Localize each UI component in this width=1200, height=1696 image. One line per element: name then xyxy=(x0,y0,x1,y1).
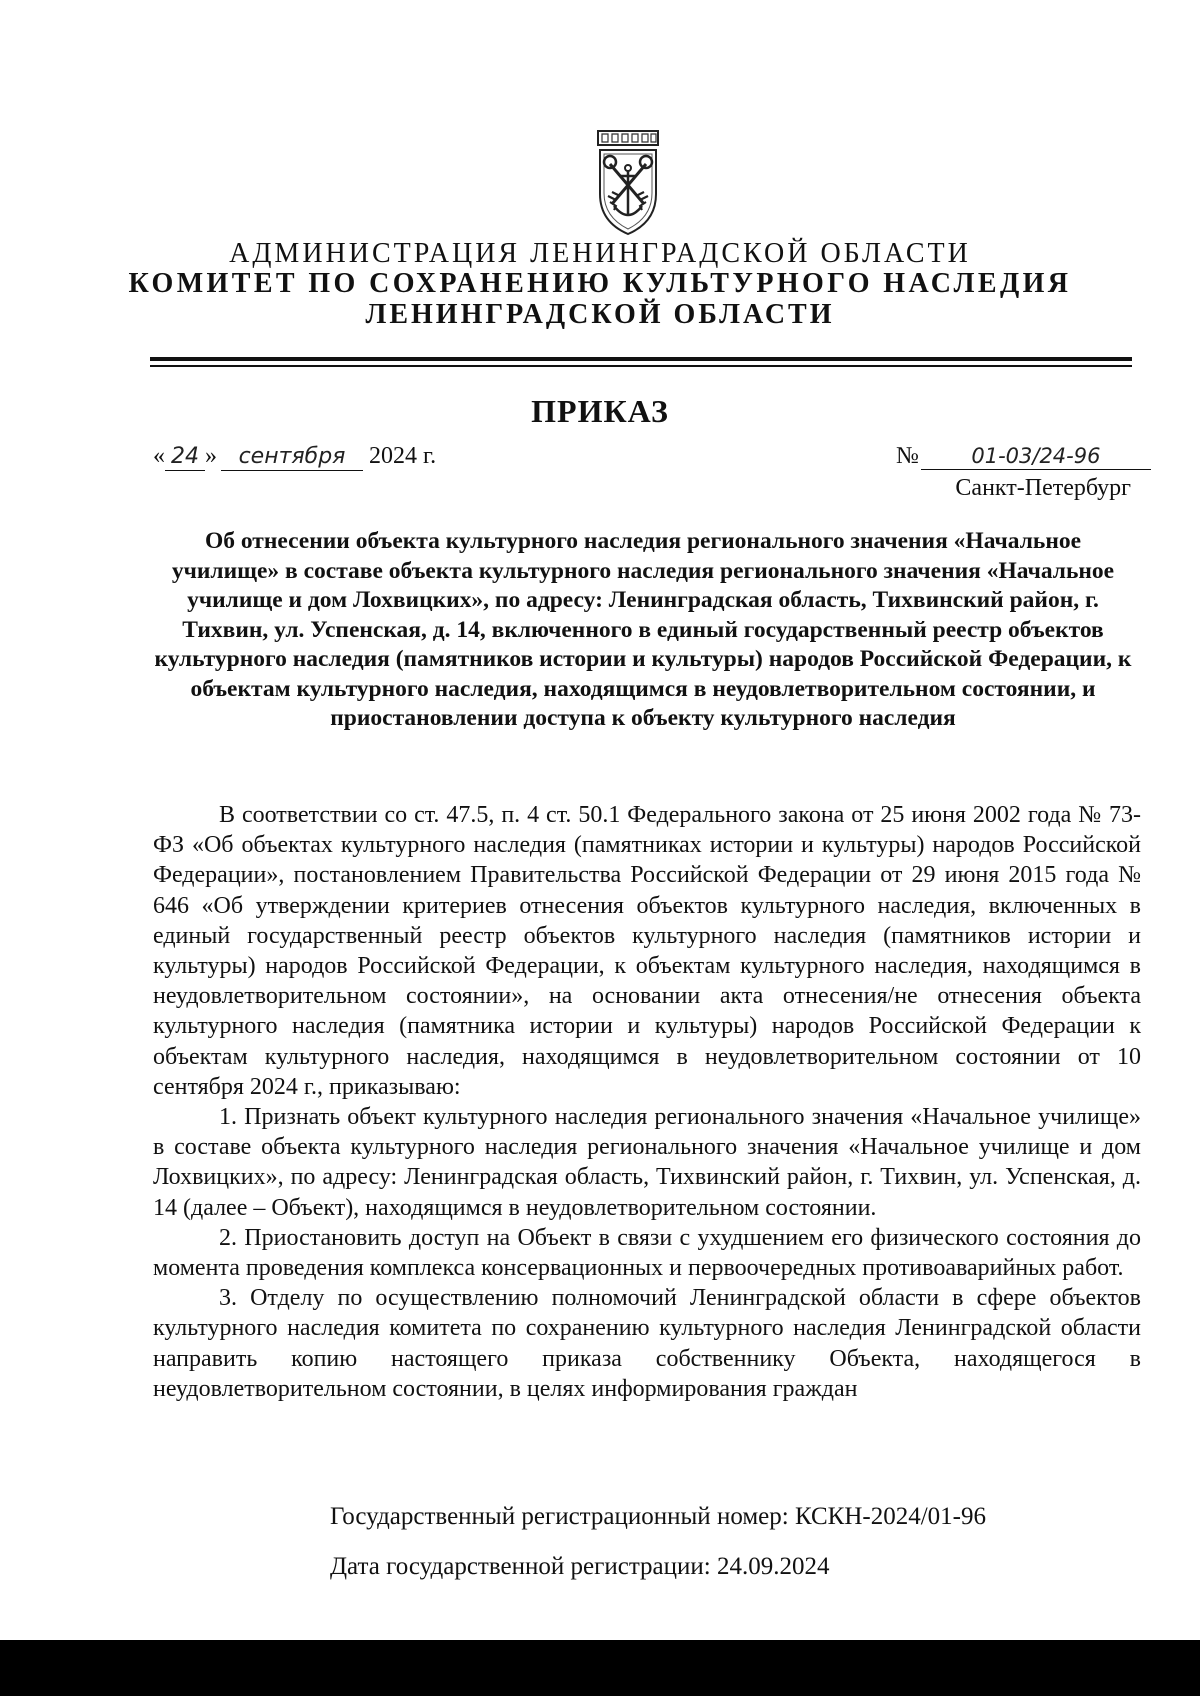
body-item-1: 1. Признать объект культурного наследия регионального значения «Начальное училище» в составе объекта культурного наследия регионального значения «Начальное училище и дом Лохвицких», по адресу: Ленинградская область, Тихвинский район, г. Тихвин, ул. Успенская, д. 14 (далее – Объект), находящимся в неудовлетворительном состоянии. xyxy=(153,1104,1141,1221)
header-region: ЛЕНИНГРАДСКОЙ ОБЛАСТИ xyxy=(365,299,835,330)
coat-of-arms-icon xyxy=(596,130,660,238)
registration-number: Государственный регистрационный номер: КСКН-2024/01-96 xyxy=(330,1503,987,1530)
order-date xyxy=(153,443,436,471)
header-divider-thin xyxy=(150,365,1132,367)
city: Санкт-Петербург xyxy=(955,475,1131,501)
body-item-2: 2. Приостановить доступ на Объект в связи с ухудшением его физического состояния до момента проведения комплекса консервационных и первоочередных противоаварийных работ. xyxy=(153,1224,1141,1282)
order-subject: Об отнесении объекта культурного наследия регионального значения «Начальное училище» в составе объекта культурного наследия регионального значения «Начальное училище и дом Лохвицких», по адресу: Ленинградская область, Тихвинский район, г. Тихвин, ул. Успенская, д. 14, включенного в единый государственный реестр объектов культурного наследия (памятников истории и культуры) народов Российской Федерации, к объектам культурного наследия, находящимся в неудовлетворительном состоянии, и приостановлении доступа к объекту культурного наследия xyxy=(154,528,1132,731)
document-title: ПРИКАЗ xyxy=(531,393,669,429)
header-committee: КОМИТЕТ ПО СОХРАНЕНИЮ КУЛЬТУРНОГО НАСЛЕДИЯ xyxy=(128,268,1072,299)
date-year: 2024 г. xyxy=(369,443,437,469)
handwritten-month: сентября xyxy=(221,444,363,471)
order-body xyxy=(153,800,1141,1404)
registration-date: Дата государственной регистрации: 24.09.2024 xyxy=(330,1553,830,1580)
number-prefix: № xyxy=(896,443,919,469)
body-item-3: 3. Отделу по осуществлению полномочий Ленинградской области в сфере объектов культурного наследия комитета по сохранению культурного наследия Ленинградской области направить копию настоящего приказа собственнику Объекта, находящегося в неудовлетворительном состоянии, в целях информирования граждан xyxy=(153,1285,1141,1402)
date-open-quote: « xyxy=(153,443,165,469)
date-close-quote: » xyxy=(205,443,217,469)
handwritten-number: 01-03/24-96 xyxy=(921,443,1151,470)
scan-border xyxy=(0,1640,1200,1696)
handwritten-day: 24 xyxy=(165,444,205,471)
header-administration: АДМИНИСТРАЦИЯ ЛЕНИНГРАДСКОЙ ОБЛАСТИ xyxy=(229,238,971,269)
body-preamble: В соответствии со ст. 47.5, п. 4 ст. 50.1 Федерального закона от 25 июня 2002 года № 73-ФЗ «Об объектах культурного наследия (памятниках истории и культуры) народов Российской Федерации», постановлением Правительства Российской Федерации от 29 июня 2015 года № 646 «Об утверждении критериев отнесения объектов культурного наследия, включенных в единый государственный реестр объектов культурного наследия (памятников истории и культуры) народов Российской Федерации, к объектам культурного наследия, находящимся в неудовлетворительном состоянии», на основании акта отнесения/не отнесения объекта культурного наследия (памятника истории и культуры) народов Российской Федерации к объектам культурного наследия, находящимся в неудовлетворительном состоянии от 10 сентября 2024 г., приказываю: xyxy=(153,802,1141,1100)
header-divider-thick xyxy=(150,357,1132,361)
order-number xyxy=(896,443,1151,470)
